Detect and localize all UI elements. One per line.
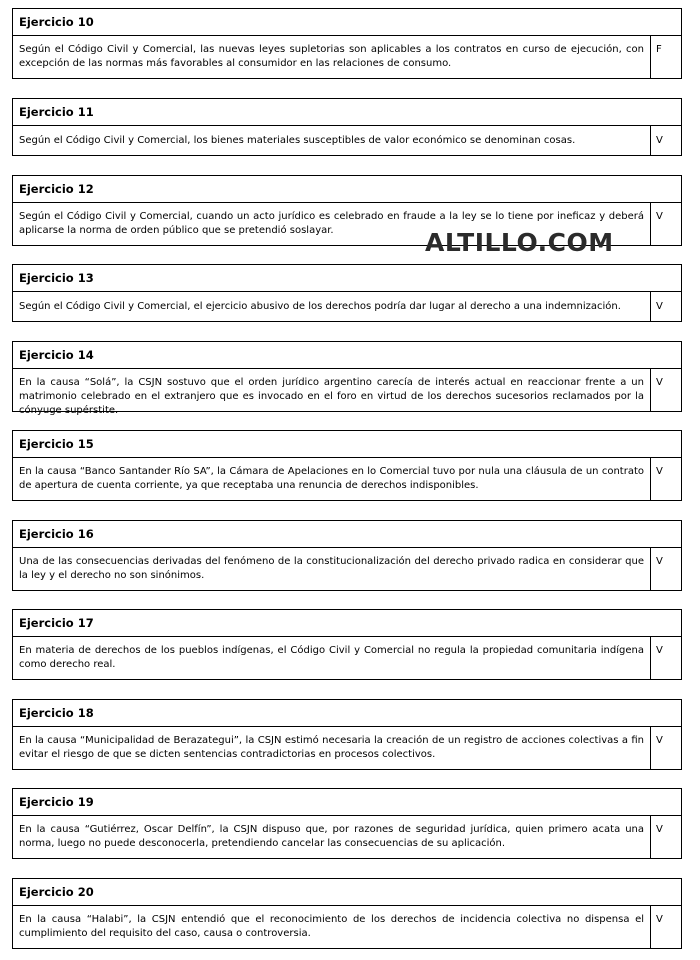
exercise-title: Ejercicio 15 xyxy=(13,431,681,458)
exercise-16 xyxy=(12,520,682,591)
exercise-18 xyxy=(12,699,682,770)
exercise-statement: Según el Código Civil y Comercial, cuando un acto jurídico es celebrado en fraude a la ley se lo tiene por ineficaz y deberá aplicarse la norma de orden público que se pretendió soslayar. xyxy=(13,203,651,245)
exercise-13 xyxy=(12,264,682,322)
exercise-answer: V xyxy=(656,211,663,222)
exercise-answer: V xyxy=(656,377,663,388)
exercise-answer: V xyxy=(656,645,663,656)
exercise-title: Ejercicio 16 xyxy=(13,521,681,548)
exercise-statement: Una de las consecuencias derivadas del fenómeno de la constitucionalización del derecho privado radica en considerar que la ley y el derecho no son sinónimos. xyxy=(13,548,651,590)
exercise-statement: En la causa “Halabi”, la CSJN entendió que el reconocimiento de los derechos de incidencia colectiva no dispensa el cumplimiento del requisito del caso, causa o controversia. xyxy=(13,906,651,948)
exercise-statement: Según el Código Civil y Comercial, las nuevas leyes supletorias son aplicables a los contratos en curso de ejecución, con excepción de las normas más favorables al consumidor en las relaciones de consumo. xyxy=(13,36,651,78)
exercise-title: Ejercicio 13 xyxy=(13,265,681,292)
exercise-title: Ejercicio 17 xyxy=(13,610,681,637)
exercise-11 xyxy=(12,98,682,156)
exercise-20 xyxy=(12,878,682,949)
exercise-title: Ejercicio 12 xyxy=(13,176,681,203)
exercise-answer: V xyxy=(656,134,663,146)
exercise-statement: Según el Código Civil y Comercial, el ejercicio abusivo de los derechos podría dar lugar al derecho a una indemnización. xyxy=(13,292,651,321)
exercise-answer: V xyxy=(656,556,663,567)
exercise-17 xyxy=(12,609,682,680)
exercise-title: Ejercicio 11 xyxy=(13,99,681,126)
exercise-statement: En la causa “Banco Santander Río SA”, la Cámara de Apelaciones en lo Comercial tuvo por nula una cláusula de un contrato de apertura de cuenta corriente, ya que receptaba una renuncia de derechos indisponibles. xyxy=(13,458,651,500)
exercise-answer: V xyxy=(656,466,663,477)
exercise-statement: En materia de derechos de los pueblos indígenas, el Código Civil y Comercial no regula la propiedad comunitaria indígena como derecho real. xyxy=(13,637,651,679)
exercise-15 xyxy=(12,430,682,501)
exercise-title: Ejercicio 14 xyxy=(13,342,681,369)
exercise-19 xyxy=(12,788,682,859)
exercise-answer: V xyxy=(656,824,663,835)
exercise-answer: V xyxy=(656,735,663,746)
exercise-title: Ejercicio 19 xyxy=(13,789,681,816)
exercise-title: Ejercicio 18 xyxy=(13,700,681,727)
exercise-title: Ejercicio 20 xyxy=(13,879,681,906)
exercise-title: Ejercicio 10 xyxy=(13,9,681,36)
exercise-answer: V xyxy=(656,300,663,312)
exercise-answer: F xyxy=(656,44,662,55)
exercise-14 xyxy=(12,341,682,416)
watermark: ALTILLO.COM xyxy=(425,228,614,257)
exercise-statement: En la causa “Solá”, la CSJN sostuvo que el orden jurídico argentino carecía de interés actual en reaccionar frente a un matrimonio celebrado en el extranjero que es invocado en el foro en virtud de los derechos sucesorios reclamados por la cónyuge supérstite. xyxy=(13,369,651,411)
exercise-10 xyxy=(12,8,682,79)
exercise-statement: Según el Código Civil y Comercial, los bienes materiales susceptibles de valor económico se denominan cosas. xyxy=(13,126,651,155)
exercise-statement: En la causa “Gutiérrez, Oscar Delfín”, la CSJN dispuso que, por razones de seguridad jurídica, quien primero acata una norma, luego no puede desconocerla, pretendiendo cancelar las consecuencias de su aplicación. xyxy=(13,816,651,858)
exercise-statement: En la causa “Municipalidad de Berazategui”, la CSJN estimó necesaria la creación de un registro de acciones colectivas a fin evitar el riesgo de que se dicten sentencias contradictorias en procesos colectivos. xyxy=(13,727,651,769)
exercise-answer: V xyxy=(656,914,663,925)
